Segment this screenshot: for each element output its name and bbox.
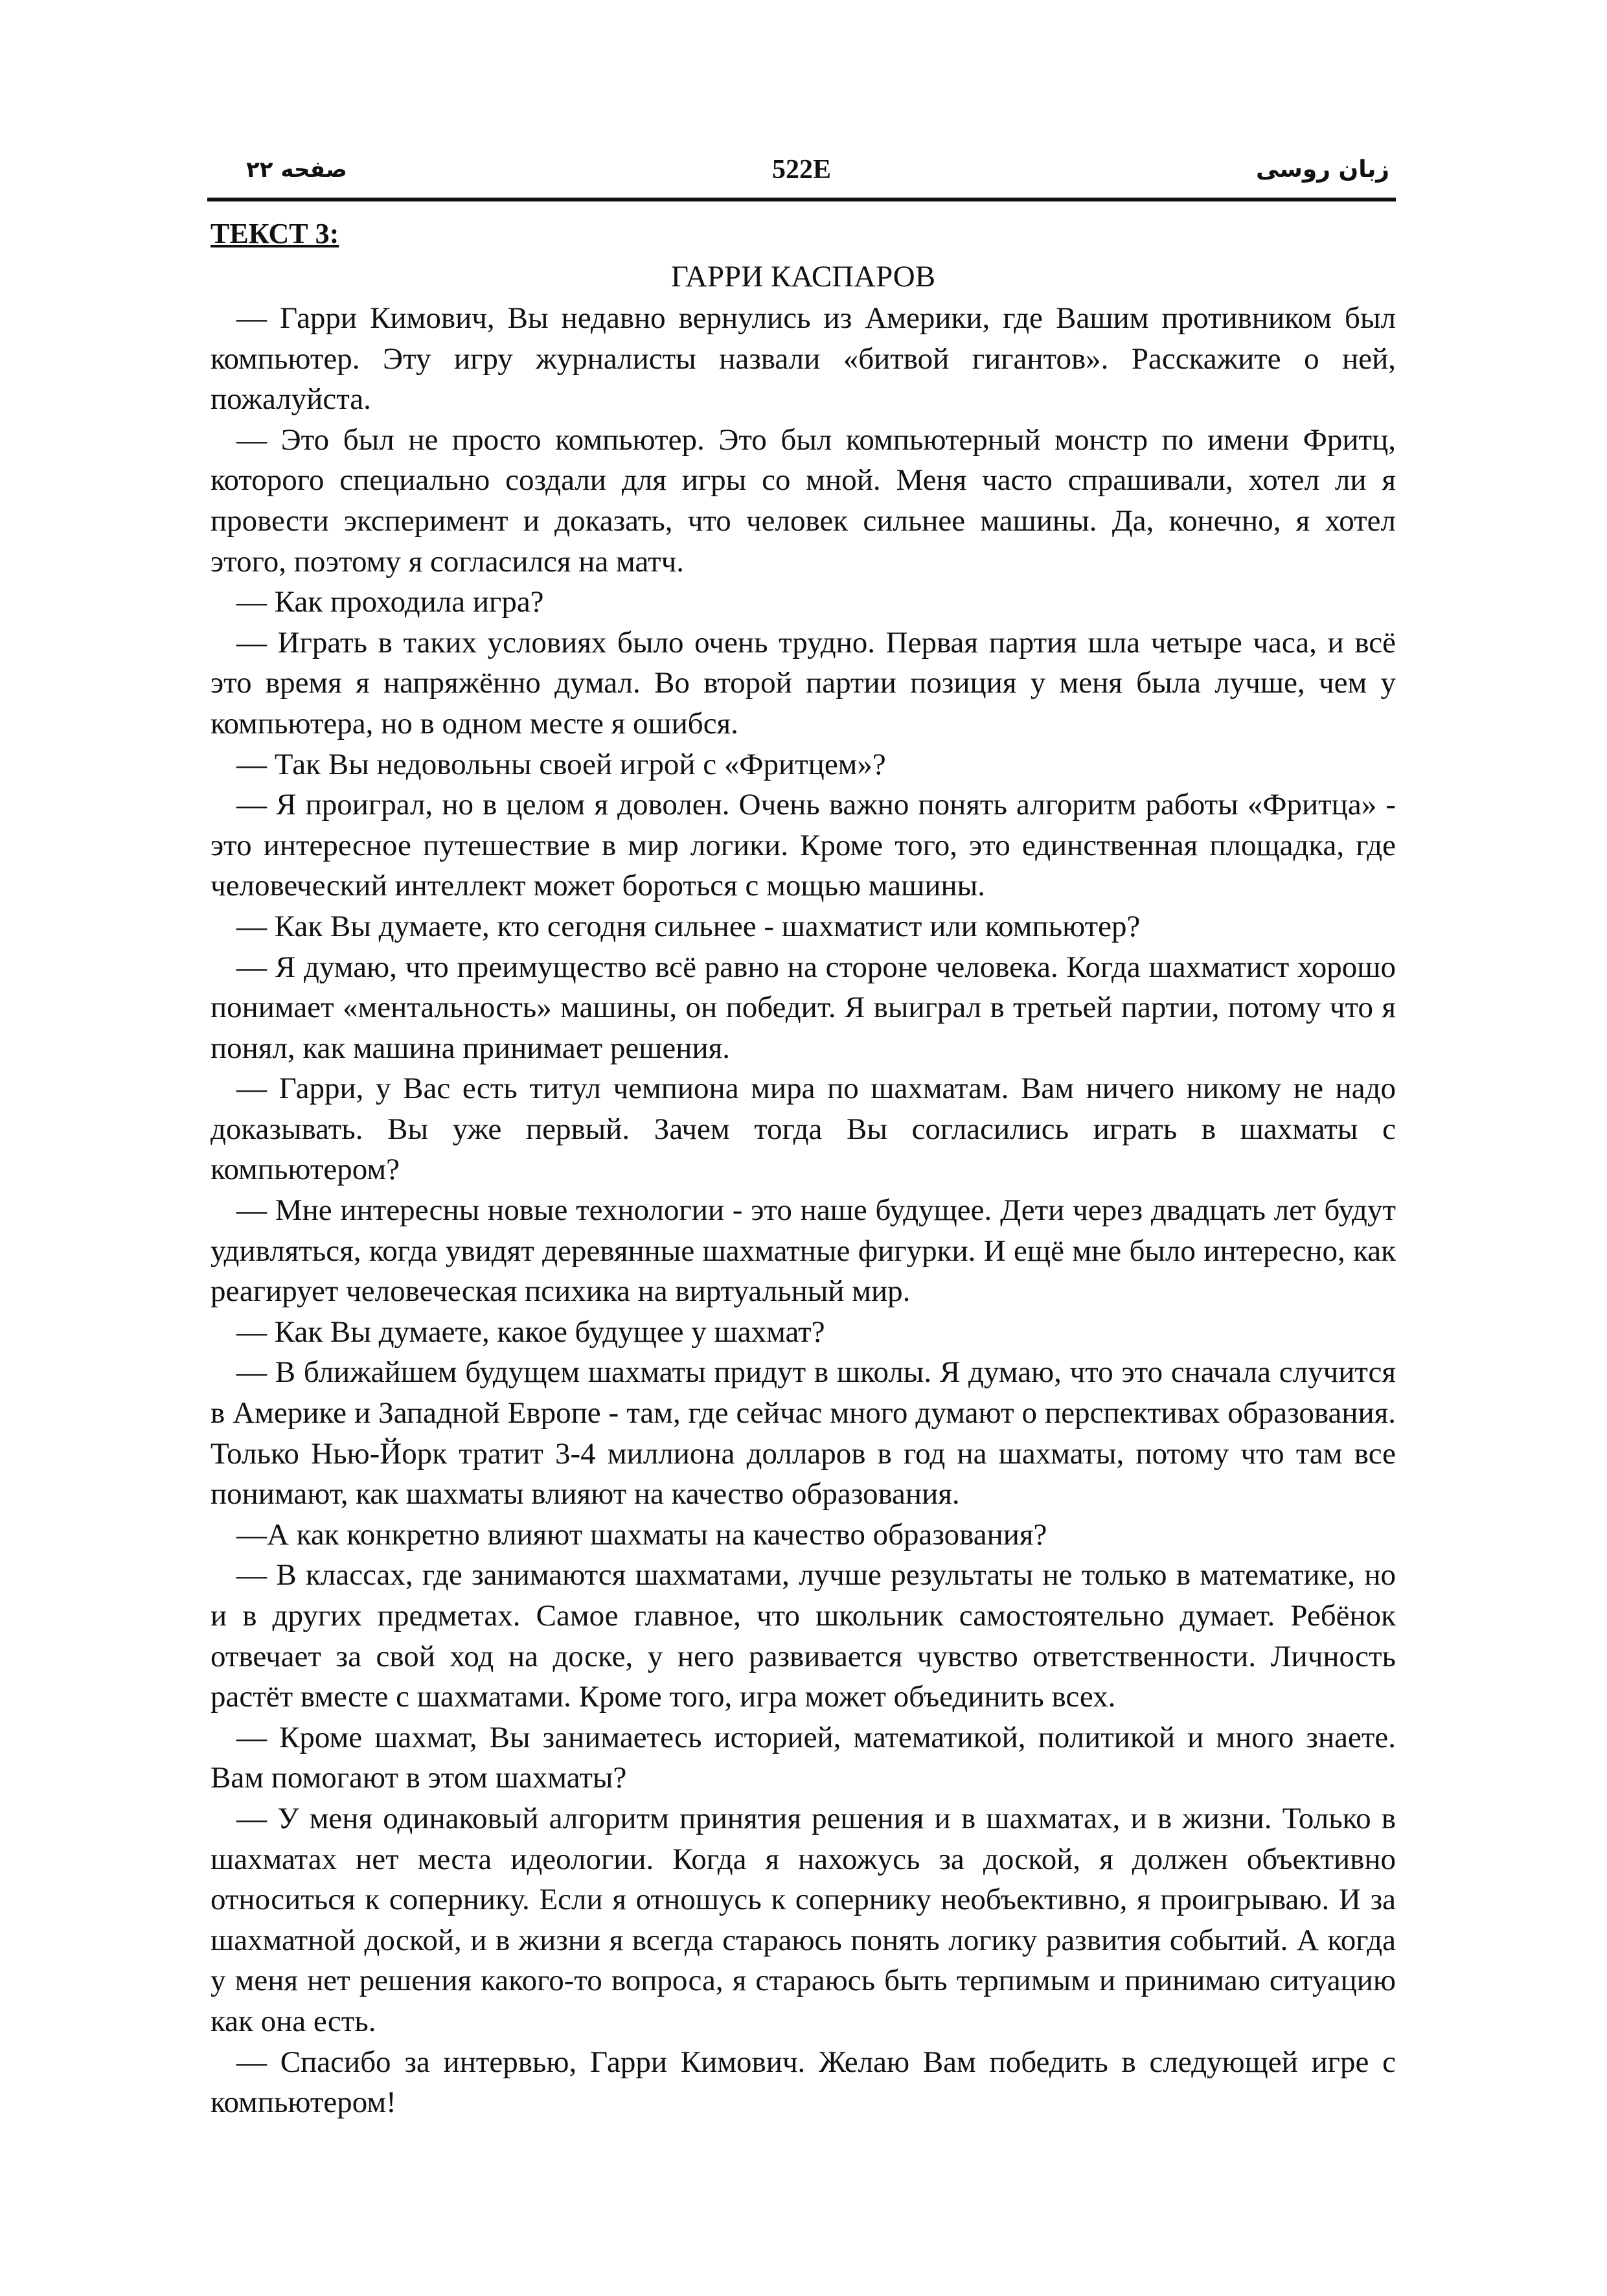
document-body: [211, 214, 1396, 2123]
paragraph: — В ближайшем будущем шахматы придут в школы. Я думаю, что это сначала случится в Америке и Западной Европе - там, где сейчас много думают о перспективах образования. Только Нью-Йорк тратит 3-4 миллиона долларов в год на шахматы, потому что там все понимают, как шахматы влияют на качество образования.: [211, 1355, 1396, 1511]
section-label: ТЕКСТ 3:: [211, 218, 339, 249]
header-divider: [207, 198, 1396, 201]
paragraph: — В классах, где занимаются шахматами, лучше результаты не только в математике, но и в других предметах. Самое главное, что школьник самостоятельно думает. Ребёнок отвечает за свой ход на доске, у него развивается чувство ответственности. Личность растёт вместе с шахматами. Кроме того, игра может объединить всех.: [211, 1558, 1396, 1714]
paragraph: — Мне интересны новые технологии - это наше будущее. Дети через двадцать лет будут удивляться, когда увидят деревянные шахматные фигурки. И ещё мне было интересно, как реагирует человеческая психика на виртуальный мир.: [211, 1193, 1396, 1309]
paragraph: — Как Вы думаете, какое будущее у шахмат?: [236, 1314, 825, 1349]
paragraph: — Кроме шахмат, Вы занимаетесь историей, математикой, политикой и много знаете. Вам помогают в этом шахматы?: [211, 1720, 1396, 1795]
paragraph: —А как конкретно влияют шахматы на качество образования?: [236, 1517, 1047, 1552]
paragraph: — Гарри, у Вас есть титул чемпиона мира по шахматам. Вам ничего никому не надо доказывать. Вы уже первый. Зачем тогда Вы согласились играть в шахматы с компьютером?: [211, 1072, 1396, 1187]
page-number-label: صفحه ۲۲: [246, 157, 347, 183]
paragraph: — Играть в таких условиях было очень трудно. Первая партия шла четыре часа, и всё это время я напряжённо думал. Во второй партии позиция у меня была лучше, чем у компьютера, но в одном месте я ошибся.: [211, 625, 1396, 740]
exam-code: 522E: [771, 155, 831, 185]
paragraph: — Я думаю, что преимущество всё равно на стороне человека. Когда шахматист хорошо понимает «ментальность» машины, он победит. Я выиграл в третьей партии, потому что я понял, как машина принимает решения.: [211, 950, 1396, 1065]
paragraph: — У меня одинаковый алгоритм принятия решения и в шахматах, и в жизни. Только в шахматах нет места идеологии. Когда я нахожусь за доской, я должен объективно относиться к сопернику. Если я отношусь к сопернику необъективно, я проигрываю. И за шахматной доской, и в жизни я всегда стараюсь понять логику развития событий. А когда у меня нет решения какого-то вопроса, я стараюсь быть терпимым и принимаю ситуацию как она есть.: [211, 1801, 1396, 2038]
paragraph: — Как Вы думаете, кто сегодня сильнее - шахматист или компьютер?: [236, 909, 1141, 943]
paragraph: — Спасибо за интервью, Гарри Кимович. Желаю Вам победить в следующей игре с компьютером!: [211, 2045, 1396, 2120]
paragraph: — Так Вы недовольны своей игрой с «Фритцем»?: [236, 747, 886, 781]
paragraph: — Гарри Кимович, Вы недавно вернулись из Америки, где Вашим противником был компьютер. Эту игру журналисты назвали «битвой гигантов». Расскажите о ней, пожалуйста.: [211, 301, 1396, 417]
paragraph: — Я проиграл, но в целом я доволен. Очень важно понять алгоритм работы «Фритца» - это интересное путешествие в мир логики. Кроме того, это единственная площадка, где человеческий интеллект может бороться с мощью машины.: [211, 788, 1396, 903]
subject-label: زبان روسی: [1256, 156, 1389, 183]
paragraph: — Это был не просто компьютер. Это был компьютерный монстр по имени Фритц, которого специально создали для игры со мной. Меня часто спрашивали, хотел ли я провести эксперимент и доказать, что человек сильнее машины. Да, конечно, я хотел этого, поэтому я согласился на матч.: [211, 422, 1396, 579]
text-title: ГАРРИ КАСПАРОВ: [670, 260, 936, 293]
paragraph: — Как проходила игра?: [236, 585, 544, 619]
page-header: [207, 150, 1396, 189]
